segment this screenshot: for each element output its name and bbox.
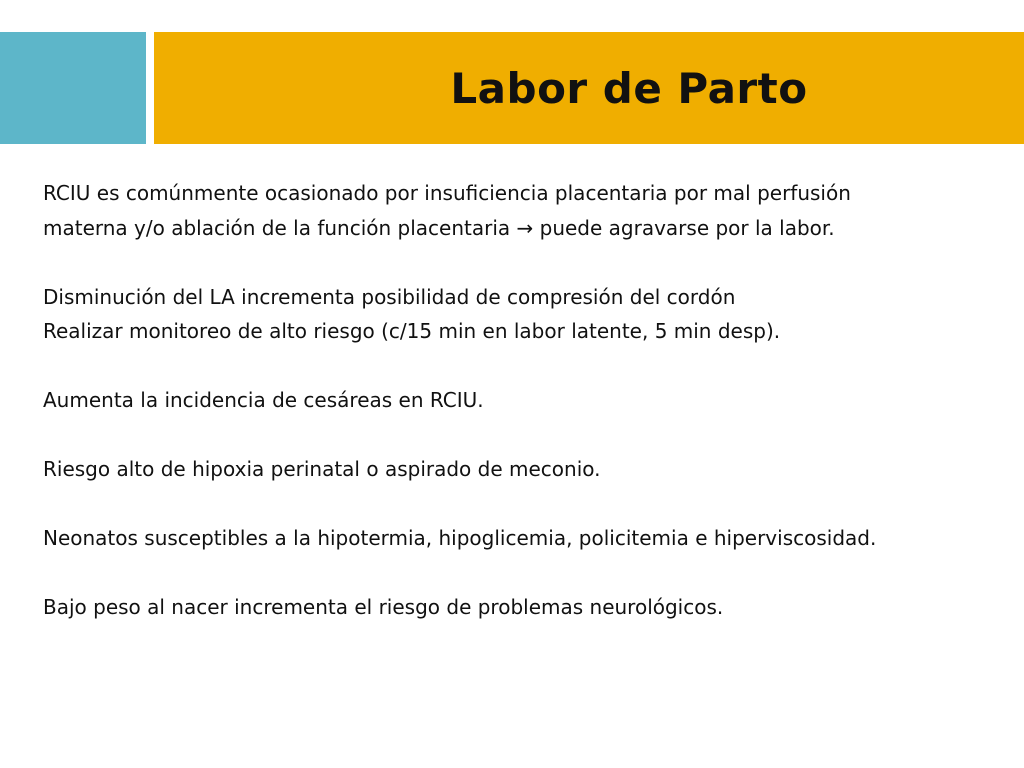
paragraph-line: Realizar monitoreo de alto riesgo (c/15 min en labor latente, 5 min desp). — [43, 319, 781, 343]
slide-body — [43, 176, 1003, 625]
paragraph-line: Neonatos susceptibles a la hipotermia, hipoglicemia, policitemia e hiperviscosidad. — [43, 526, 877, 550]
paragraph-hipoxia — [43, 452, 1003, 487]
paragraph-line: Bajo peso al nacer incrementa el riesgo de problemas neurológicos. — [43, 595, 724, 619]
paragraph-line: Aumenta la incidencia de cesáreas en RCIU. — [43, 388, 484, 412]
paragraph-rciu-cause — [43, 176, 1003, 245]
header-divider — [146, 32, 154, 144]
slide-title: Labor de Parto — [450, 63, 808, 113]
paragraph-line: Riesgo alto de hipoxia perinatal o aspirado de meconio. — [43, 457, 601, 481]
paragraph-neonatos — [43, 521, 1003, 556]
paragraph-monitoring — [43, 280, 1003, 349]
paragraph-line: RCIU es comúnmente ocasionado por insuficiencia placentaria por mal perfusión — [43, 181, 851, 205]
paragraph-line: materna y/o ablación de la función placentaria → puede agravarse por la labor. — [43, 215, 835, 240]
header-accent-block — [0, 32, 146, 144]
title-bar — [154, 32, 1024, 144]
paragraph-line: Disminución del LA incrementa posibilidad de compresión del cordón — [43, 284, 736, 309]
paragraph-bajo-peso — [43, 590, 1003, 625]
paragraph-cesareas — [43, 383, 1003, 418]
